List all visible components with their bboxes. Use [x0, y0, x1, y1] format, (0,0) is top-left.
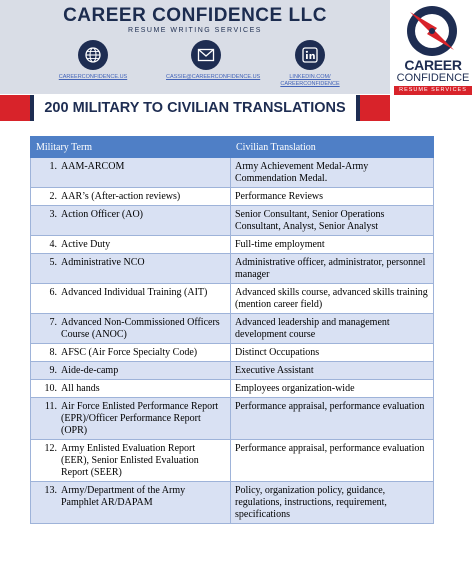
table-row	[31, 206, 434, 236]
table-header-row	[31, 137, 434, 158]
company-name: CAREER CONFIDENCE LLC	[63, 5, 327, 26]
civilian-translation: Advanced leadership and management development course	[231, 314, 434, 344]
row-number: 11.	[44, 401, 57, 412]
row-number: 6.	[49, 287, 57, 298]
company-tagline: RESUME WRITING SERVICES	[128, 27, 262, 34]
globe-icon	[78, 40, 108, 70]
military-term-cell	[31, 398, 231, 440]
military-term-cell	[31, 236, 231, 254]
table-row	[31, 380, 434, 398]
table-row	[31, 188, 434, 206]
website-link[interactable]: CAREERCONFIDENCE.US	[58, 74, 128, 80]
row-number: 10.	[44, 383, 57, 394]
page-header	[0, 0, 474, 94]
military-term: All hands	[61, 383, 100, 394]
military-term-cell	[31, 158, 231, 188]
civilian-translation: Administrative officer, administrator, personnel manager	[231, 254, 434, 284]
civilian-translation: Senior Consultant, Senior Operations Consultant, Analyst, Senior Analyst	[231, 206, 434, 236]
military-term-cell	[31, 362, 231, 380]
logo-word-confidence: CONFIDENCE	[396, 72, 470, 84]
logo-word-career: CAREER	[404, 57, 462, 73]
military-term-cell	[31, 206, 231, 236]
table-row	[31, 284, 434, 314]
military-term: Army Enlisted Evaluation Report (EER), Senior Enlisted Evaluation Report (SEER)	[61, 443, 199, 478]
table-row	[31, 440, 434, 482]
row-number: 7.	[49, 317, 57, 328]
military-term-cell	[31, 284, 231, 314]
table-body	[31, 158, 434, 524]
military-term-cell	[31, 482, 231, 524]
military-term: AAM-ARCOM	[61, 161, 125, 172]
military-term-cell	[31, 314, 231, 344]
military-term-cell	[31, 440, 231, 482]
civilian-translation: Performance appraisal, performance evaluation	[231, 440, 434, 482]
table-row	[31, 344, 434, 362]
contact-email	[166, 40, 261, 81]
contact-linkedin	[270, 40, 350, 88]
column-header-civilian: Civilian Translation	[231, 137, 434, 158]
table-row	[31, 158, 434, 188]
military-term-cell	[31, 344, 231, 362]
military-term: Action Officer (AO)	[61, 209, 144, 220]
civilian-translation: Advanced skills course, advanced skills training (mention career field)	[231, 284, 434, 314]
linkedin-link-line2: CAREERCONFIDENCE	[280, 80, 340, 87]
civilian-translation: Executive Assistant	[231, 362, 434, 380]
civilian-translation: Performance appraisal, performance evaluation	[231, 398, 434, 440]
military-term-cell	[31, 188, 231, 206]
row-number: 3.	[49, 209, 57, 220]
military-term: Advanced Individual Training (AIT)	[61, 287, 208, 298]
civilian-translation: Performance Reviews	[231, 188, 434, 206]
military-term: Aide-de-camp	[61, 365, 119, 376]
military-term-cell	[31, 254, 231, 284]
logo-strip: RESUME SERVICES	[394, 86, 472, 95]
table-row	[31, 236, 434, 254]
row-number: 2.	[49, 191, 57, 202]
military-term: Air Force Enlisted Performance Report (EPR)/Officer Performance Report (OPR)	[61, 401, 219, 436]
header-band	[0, 0, 390, 94]
military-term: Army/Department of the Army Pamphlet AR/DAPAM	[61, 485, 186, 508]
table-row	[31, 398, 434, 440]
row-number: 5.	[49, 257, 57, 268]
row-number: 8.	[49, 347, 57, 358]
military-term-cell	[31, 380, 231, 398]
military-term: AFSC (Air Force Specialty Code)	[61, 347, 198, 358]
row-number: 1.	[49, 161, 57, 172]
contact-website	[53, 40, 133, 81]
translation-table	[30, 136, 434, 524]
row-number: 9.	[49, 365, 57, 376]
linkedin-link[interactable]	[270, 74, 350, 88]
envelope-icon	[191, 40, 221, 70]
linkedin-icon	[295, 40, 325, 70]
row-number: 12.	[44, 443, 57, 454]
column-header-military: Military Term	[31, 137, 231, 158]
page-title: 200 MILITARY TO CIVILIAN TRANSLATIONS	[30, 95, 360, 121]
table-row	[31, 254, 434, 284]
title-bar	[0, 95, 390, 121]
military-term: Administrative NCO	[61, 257, 145, 268]
military-term: Advanced Non-Commissioned Officers Course (ANOC)	[61, 317, 220, 340]
linkedin-link-line1: LINKEDIN.COM/	[289, 74, 331, 80]
military-term: Active Duty	[61, 239, 111, 250]
email-link[interactable]: CASSIE@CAREERCONFIDENCE.US	[166, 74, 261, 80]
civilian-translation: Distinct Occupations	[231, 344, 434, 362]
civilian-translation: Full-time employment	[231, 236, 434, 254]
civilian-translation: Employees organization-wide	[231, 380, 434, 398]
military-term: AAR’s (After-action reviews)	[61, 191, 181, 202]
civilian-translation: Policy, organization policy, guidance, regulations, instructions, requirement, specifications	[231, 482, 434, 524]
table-row	[31, 482, 434, 524]
row-number: 13.	[44, 485, 57, 496]
row-number: 4.	[49, 239, 57, 250]
civilian-translation: Army Achievement Medal-Army Commendation Medal.	[231, 158, 434, 188]
table-row	[31, 362, 434, 380]
table-row	[31, 314, 434, 344]
